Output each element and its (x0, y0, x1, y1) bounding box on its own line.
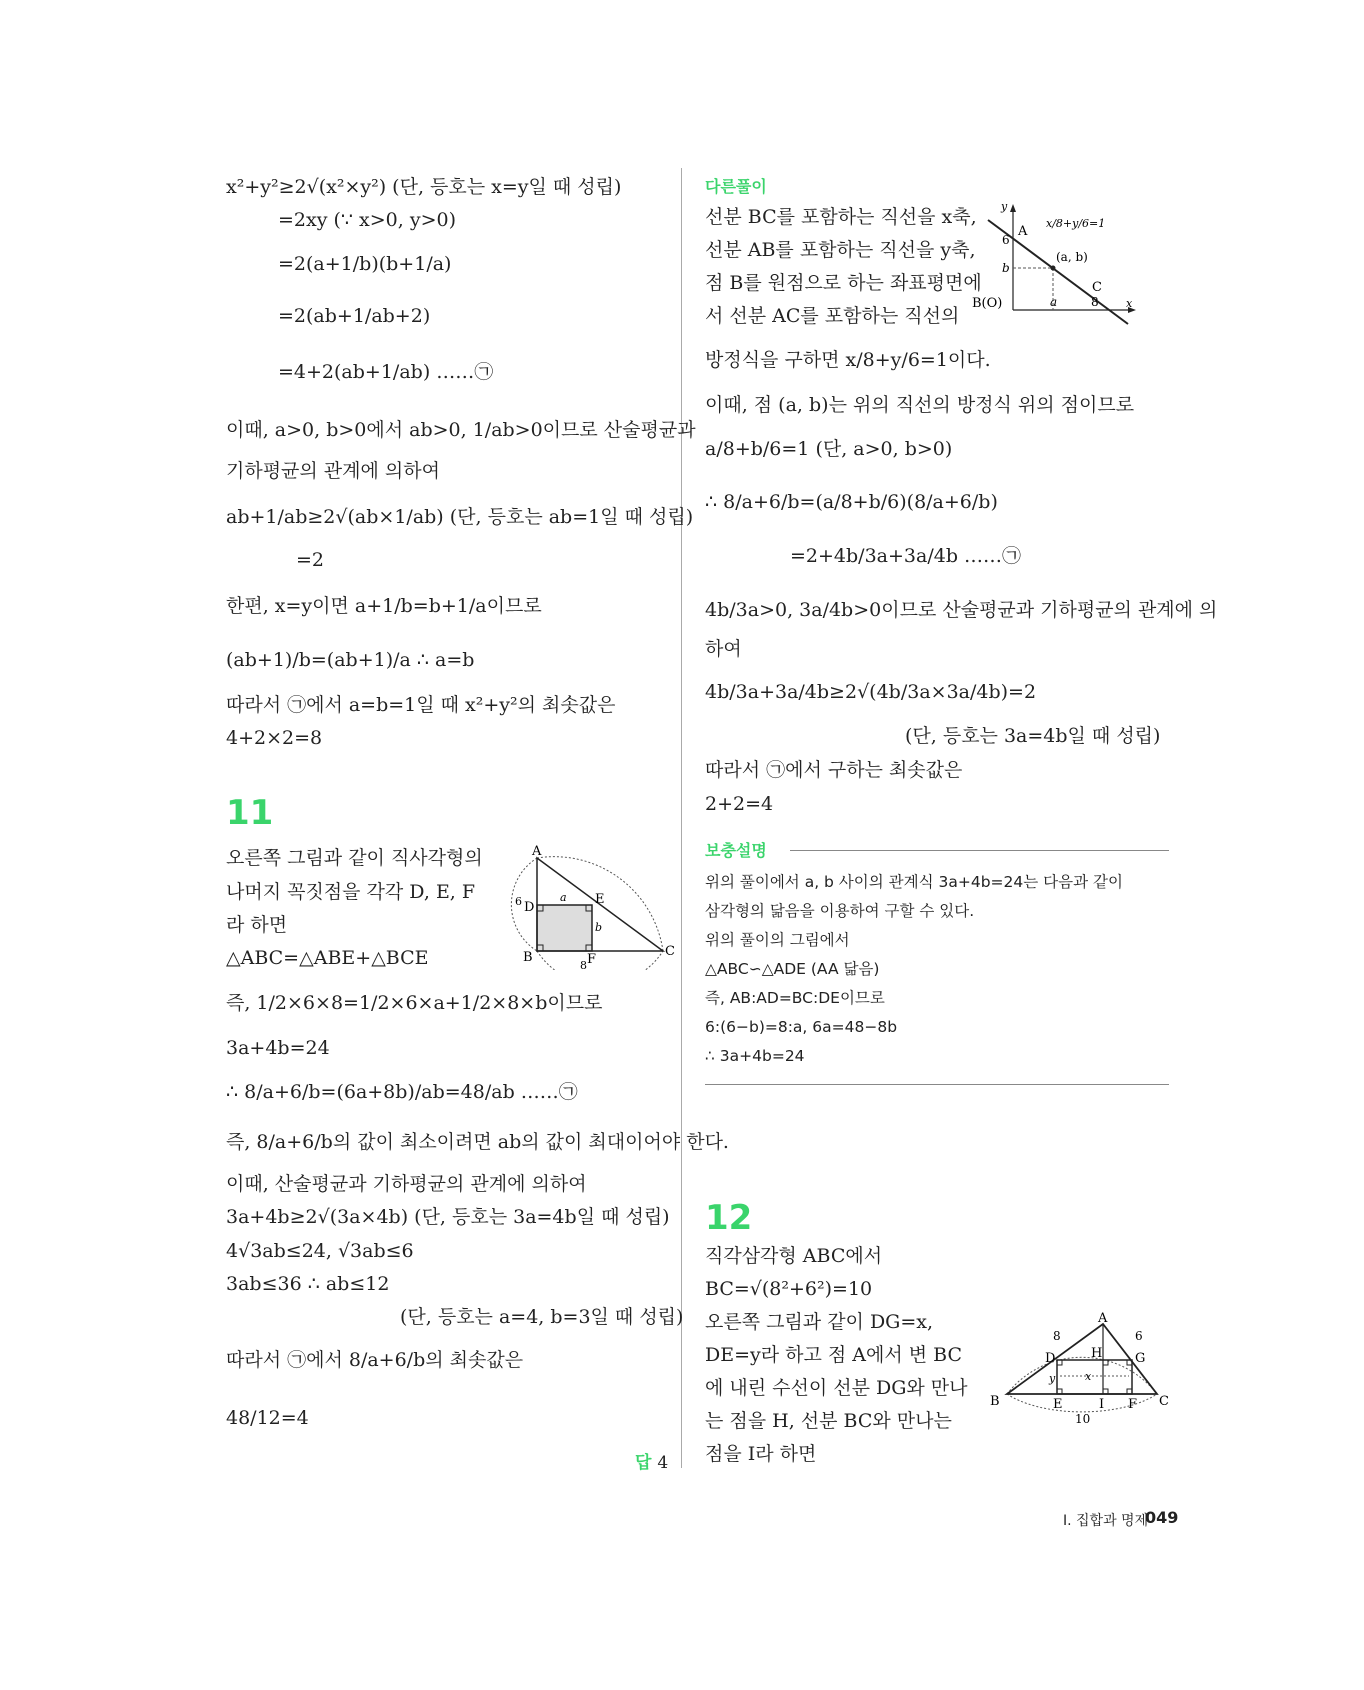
y-axis-arrow-icon (1010, 204, 1016, 212)
supplement-heading: 보충설명 (705, 841, 767, 860)
p12-line-7: 점을 I라 하면 (705, 1443, 817, 1465)
fig12-label-i: I (1099, 1397, 1105, 1412)
left-line-2: =2xy (∵ x>0, y>0) (278, 209, 456, 231)
rectangle-dbfe (537, 905, 592, 951)
left-line-5: =4+2(ab+1/ab) ……㉠ (278, 361, 494, 383)
fig12-label-e: E (1053, 1397, 1063, 1412)
p11-line-7: ∴ 8/a+6/b=(6a+8b)/ab=48/ab ……㉠ (226, 1081, 578, 1103)
fig12-label-g: G (1135, 1351, 1146, 1366)
figure-12-triangle (985, 1310, 1175, 1430)
fig12-label-d: D (1045, 1351, 1056, 1366)
alt-line-13: (단, 등호는 3a=4b일 때 성립) (905, 725, 1161, 747)
p11-line-5: 즉, 1/2×6×8=1/2×6×a+1/2×8×b이므로 (226, 992, 603, 1014)
fig11-label-a: A (532, 845, 542, 859)
arc-bc (537, 951, 663, 970)
answer-value: 4 (657, 1453, 669, 1473)
figure-11-triangle (505, 845, 675, 970)
p11-line-1: 오른쪽 그림과 같이 직사각형의 (226, 847, 483, 869)
graph-label-equation: x/8+y/6=1 (1046, 217, 1106, 230)
column-divider (681, 168, 682, 1468)
p11-line-2: 나머지 꼭짓점을 각각 D, E, F (226, 881, 476, 903)
graph-label-point: (a, b) (1056, 250, 1088, 264)
fig12-label-b: B (990, 1394, 1000, 1409)
graph-label-x: x (1126, 297, 1133, 310)
alt-line-8: ∴ 8/a+6/b=(a/8+b/6)(8/a+6/b) (705, 491, 998, 513)
fig11-label-6: 6 (515, 895, 522, 908)
supp-line-5: 즉, AB:AD=BC:DE이므로 (705, 989, 885, 1007)
alt-line-14: 따라서 ㉠에서 구하는 최솟값은 (705, 759, 963, 781)
fig12-label-f: F (1128, 1397, 1138, 1412)
left-line-10: 한편, x=y이면 a+1/b=b+1/a이므로 (226, 595, 542, 617)
p11-line-4: △ABC=△ABE+△BCE (226, 947, 429, 969)
fig12-label-a: A (1098, 1311, 1108, 1326)
fig11-label-f: F (587, 952, 597, 967)
left-line-9: =2 (296, 549, 325, 571)
left-line-1: x²+y²≥2√(x²×y²) (단, 등호는 x=y일 때 성립) (226, 176, 622, 198)
left-line-12: 따라서 ㉠에서 a=b=1일 때 x²+y²의 최솟값은 (226, 694, 616, 716)
graph-label-6: 6 (1002, 233, 1010, 247)
supp-line-4: △ABC∽△ADE (AA 닮음) (705, 960, 880, 978)
fig11-label-c: C (665, 944, 675, 959)
left-line-6: 이때, a>0, b>0에서 ab>0, 1/ab>0이므로 산술평균과 (226, 419, 696, 441)
fig12-label-8: 8 (1053, 1329, 1061, 1343)
graph-label-b: b (1002, 261, 1010, 275)
p12-line-4: DE=y라 하고 점 A에서 변 BC (705, 1344, 963, 1366)
graph-label-y: y (1001, 200, 1008, 213)
supp-line-3: 위의 풀이의 그림에서 (705, 931, 850, 949)
problem-12-number: 12 (705, 1198, 753, 1238)
answer-label: 답 (635, 1453, 652, 1473)
p11-line-10: 3a+4b≥2√(3a×4b) (단, 등호는 3a=4b일 때 성립) (226, 1206, 670, 1228)
fig12-label-6: 6 (1135, 1329, 1143, 1343)
p11-line-14: 따라서 ㉠에서 8/a+6/b의 최솟값은 (226, 1349, 524, 1371)
alt-line-1: 선분 BC를 포함하는 직선을 x축, (705, 206, 977, 228)
supplement-top-rule (790, 850, 1169, 851)
footer-section: I. 집합과 명제 (1063, 1513, 1149, 1529)
p11-line-6: 3a+4b=24 (226, 1037, 330, 1059)
alt-line-4: 서 선분 AC를 포함하는 직선의 (705, 305, 960, 327)
fig12-label-y: y (1049, 1372, 1056, 1385)
alt-solution-heading: 다른풀이 (705, 177, 767, 196)
graph-label-origin: B(O) (972, 296, 1003, 311)
fig12-label-x: x (1085, 1370, 1092, 1383)
graph-label-8: 8 (1091, 295, 1099, 309)
fig11-label-b: B (523, 950, 533, 965)
rectangle-dgfe (1057, 1360, 1132, 1394)
supp-line-2: 삼각형의 닮음을 이용하여 구할 수 있다. (705, 902, 975, 920)
left-line-3: =2(a+1/b)(b+1/a) (278, 253, 452, 275)
figure-coordinate-graph (968, 200, 1138, 330)
fig11-label-d: D (524, 900, 535, 915)
p11-line-3: 라 하면 (226, 914, 288, 936)
graph-label-a: A (1018, 224, 1028, 239)
alt-line-5: 방정식을 구하면 x/8+y/6=1이다. (705, 349, 991, 371)
alt-line-3: 점 B를 원점으로 하는 좌표평면에 (705, 272, 982, 294)
fig12-label-c: C (1159, 1394, 1169, 1409)
p12-line-6: 는 점을 H, 선분 BC와 만나는 (705, 1410, 952, 1432)
p12-line-2: BC=√(8²+6²)=10 (705, 1278, 873, 1300)
graph-label-x-a: a (1050, 295, 1058, 309)
left-line-7: 기하평균의 관계에 의하여 (226, 460, 440, 482)
alt-line-10: 4b/3a>0, 3a/4b>0이므로 산술평균과 기하평균의 관계에 의 (705, 599, 1218, 621)
p11-line-11: 4√3ab≤24, √3ab≤6 (226, 1240, 414, 1262)
fig12-label-10: 10 (1075, 1412, 1091, 1426)
page-number: 049 (1145, 1508, 1179, 1527)
supp-line-7: ∴ 3a+4b=24 (705, 1047, 805, 1065)
alt-line-2: 선분 AB를 포함하는 직선을 y축, (705, 239, 976, 261)
fig12-label-h: H (1091, 1346, 1103, 1361)
left-line-13: 4+2×2=8 (226, 727, 323, 749)
p12-line-1: 직각삼각형 ABC에서 (705, 1245, 883, 1267)
point-ab (1051, 266, 1056, 271)
p11-line-12: 3ab≤36 ∴ ab≤12 (226, 1273, 390, 1295)
supplement-bottom-rule (705, 1084, 1169, 1085)
alt-line-9: =2+4b/3a+3a/4b ……㉠ (790, 545, 1022, 567)
p11-line-8: 즉, 8/a+6/b의 값이 최소이려면 ab의 값이 최대이어야 한다. (226, 1131, 729, 1153)
p11-line-13: (단, 등호는 a=4, b=3일 때 성립) (400, 1306, 684, 1328)
p12-line-5: 에 내린 수선이 선분 DG와 만나 (705, 1377, 968, 1399)
fig11-label-e: E (595, 892, 605, 907)
supp-line-1: 위의 풀이에서 a, b 사이의 관계식 3a+4b=24는 다음과 같이 (705, 873, 1123, 891)
alt-line-11: 하여 (705, 638, 742, 660)
answer (635, 1448, 668, 1473)
fig11-label-side-b: b (595, 921, 603, 934)
graph-label-c: C (1092, 280, 1102, 295)
alt-line-7: a/8+b/6=1 (단, a>0, b>0) (705, 438, 953, 460)
fig11-label-8: 8 (580, 959, 587, 970)
p11-line-15: 48/12=4 (226, 1407, 309, 1429)
alt-line-15: 2+2=4 (705, 793, 774, 815)
alt-line-6: 이때, 점 (a, b)는 위의 직선의 방정식 위의 점이므로 (705, 394, 1135, 416)
p12-line-3: 오른쪽 그림과 같이 DG=x, (705, 1311, 934, 1333)
left-line-4: =2(ab+1/ab+2) (278, 305, 431, 327)
alt-line-12: 4b/3a+3a/4b≥2√(4b/3a×3a/4b)=2 (705, 681, 1037, 703)
left-line-8: ab+1/ab≥2√(ab×1/ab) (단, 등호는 ab=1일 때 성립) (226, 506, 694, 528)
left-line-11: (ab+1)/b=(ab+1)/a ∴ a=b (226, 649, 475, 671)
supp-line-6: 6:(6−b)=8:a, 6a=48−8b (705, 1018, 898, 1036)
p11-line-9: 이때, 산술평균과 기하평균의 관계에 의하여 (226, 1173, 587, 1195)
fig11-label-side-a: a (560, 891, 567, 904)
problem-11-number: 11 (226, 793, 274, 833)
